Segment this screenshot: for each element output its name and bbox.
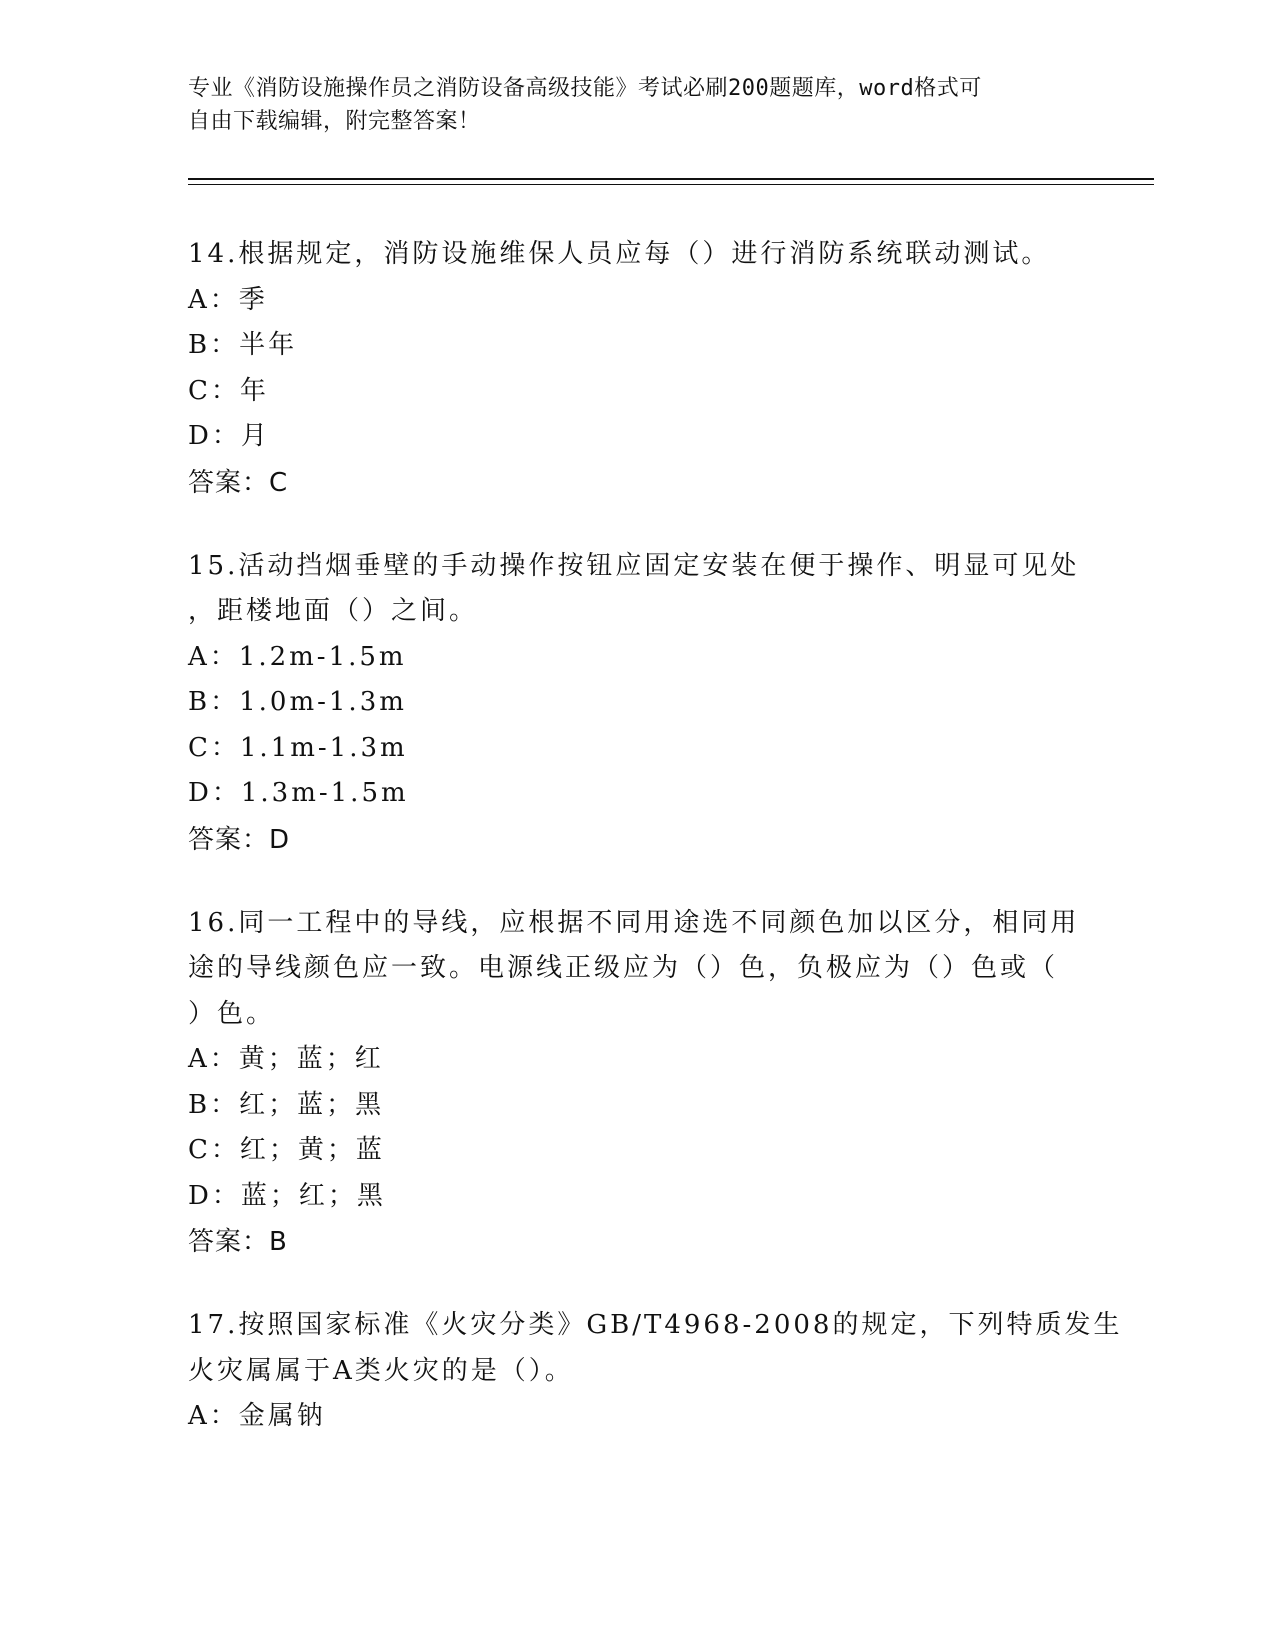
- option-a: A：金属钠: [188, 1401, 326, 1431]
- option-b: B：1.0m-1.3m: [188, 687, 407, 717]
- question-stem: [188, 544, 1088, 635]
- answer-line: 答案：C: [188, 467, 289, 498]
- question-stem: [188, 901, 1088, 1038]
- option-d: D：月: [188, 421, 270, 451]
- option-a: A：季: [188, 284, 268, 315]
- question-list: [188, 232, 1123, 1440]
- stem-line: 途的导线颜色应一致。电源线正级应为（）色，负极应为（）色或（: [188, 953, 1059, 983]
- option-b: B：红；蓝；黑: [188, 1089, 385, 1120]
- stem-line: 火灾属属于A类火灾的是（）。: [188, 1355, 574, 1386]
- question-stem: [188, 232, 1088, 278]
- header-divider-thin: [188, 184, 1154, 185]
- option-c: C：红；黄；蓝: [188, 1135, 385, 1165]
- question-17: [188, 1303, 1123, 1440]
- stem-line: ，距楼地面（）之间。: [188, 596, 479, 626]
- question-stem: [188, 1303, 1123, 1394]
- question-15: [188, 544, 1088, 863]
- answer-line: 答案：D: [188, 824, 291, 855]
- option-d: D：1.3m-1.5m: [188, 778, 409, 808]
- option-a: A：1.2m-1.5m: [188, 641, 407, 672]
- option-b: B：半年: [188, 330, 298, 360]
- header-divider-thick: [188, 178, 1154, 180]
- option-d: D：蓝；红；黑: [188, 1180, 386, 1211]
- stem-line: ）色。: [188, 998, 276, 1029]
- stem-line: 15.活动挡烟垂壁的手动操作按钮应固定安装在便于操作、明显可见处: [188, 550, 1080, 581]
- stem-line: 17.按照国家标准《火灾分类》GB/T4968-2008的规定，下列特质发生: [188, 1310, 1123, 1340]
- stem-line: 14.根据规定，消防设施维保人员应每（）进行消防系统联动测试。: [188, 239, 1051, 269]
- option-c: C：年: [188, 375, 269, 406]
- option-c: C：1.1m-1.3m: [188, 732, 408, 763]
- answer-line: 答案：B: [188, 1227, 288, 1257]
- question-14: [188, 232, 1088, 506]
- question-16: [188, 901, 1088, 1266]
- stem-line: 16.同一工程中的导线，应根据不同用途选不同颜色加以区分，相同用: [188, 907, 1080, 938]
- header-line: 自由下载编辑，附完整答案！: [188, 109, 481, 134]
- option-a: A：黄；蓝；红: [188, 1044, 384, 1074]
- document-header: [188, 72, 1088, 138]
- header-line: 专业《消防设施操作员之消防设备高级技能》考试必刷200题题库，word格式可: [188, 76, 982, 101]
